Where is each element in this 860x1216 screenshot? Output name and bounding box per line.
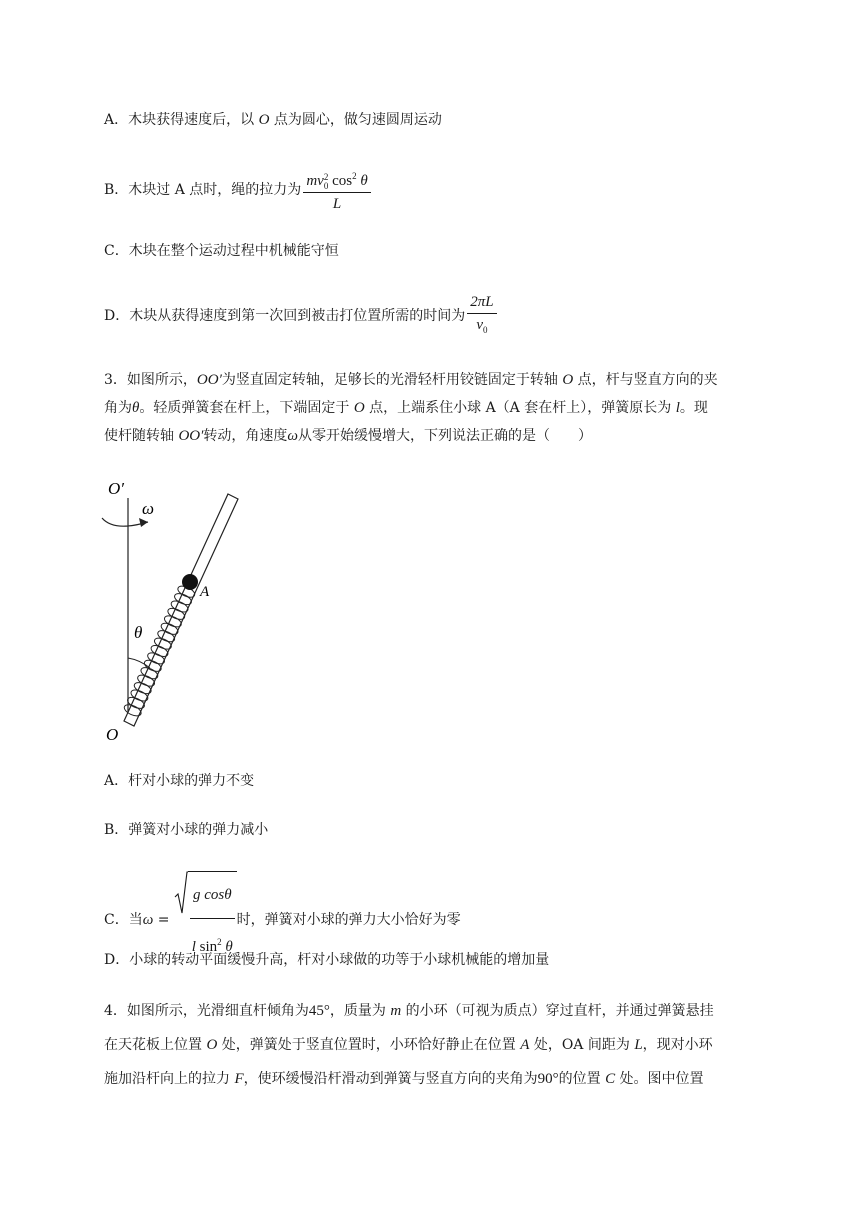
- label-theta: θ: [134, 623, 143, 642]
- option-label: D．: [104, 308, 130, 324]
- sqrt-expression: $\frac{\text{g cosθ}}{l \sin^2 \theta}$: [174, 871, 237, 969]
- q2-option-d: D．木块从获得速度到第一次回到被击打位置所需的时间为 $\frac{2\pi L}{v_0}$: [104, 292, 499, 340]
- q2-option-b: B．木块过 A 点时，绳的拉力为 mv $^{2 0}$ $\cos^2 \theta$ L: [104, 166, 373, 214]
- option-label: B．: [104, 182, 129, 198]
- radical-sign: [174, 871, 188, 915]
- arrowhead: [139, 518, 148, 527]
- option-label: D．: [104, 952, 130, 968]
- label-o-prime: O′: [108, 479, 124, 498]
- option-label: B．: [104, 822, 129, 838]
- question-number: 3．: [104, 372, 127, 388]
- label-omega: ω: [142, 499, 155, 518]
- q2-option-c: C．木块在整个运动过程中机械能守恒: [104, 243, 339, 259]
- label-o: O: [106, 725, 119, 744]
- q3-rotating-rod-figure: [96, 474, 256, 746]
- q3-option-d: D．小球的转动平面缓慢升高，杆对小球做的功等于小球机械能的增加量: [104, 952, 550, 968]
- ball-a: [182, 574, 198, 590]
- q3-option-a: A．杆对小球的弹力不变: [104, 773, 255, 789]
- label-a: A: [200, 584, 210, 600]
- q2-option-a: A．木块获得速度后，以 O 点为圆心，做匀速圆周运动: [104, 112, 442, 128]
- q4-stem: 4．如图所示，光滑细直杆倾角为45°，质量为 m 的小环（可视为质点）穿过直杆，并通过弹簧悬挂 在天花板上位置 O 处，弹簧处于竖直位置时，小环恰好静止在位置 A 处，OA 间距为 L，现对小环 施加沿杆向上的拉力 F，使环缓慢沿杆滑动到弹簧与竖直方向的夹角为90°的位置 C 处。图中位置: [104, 1003, 714, 1087]
- q3-stem: 3．如图所示，OO′为竖直固定转轴，足够长的光滑轻杆用铰链固定于转轴 O 点，杆与竖直方向的夹 角为θ。轻质弹簧套在杆上，下端固定于 O 点，上端系住小球 A（A 套在杆上），弹簧原长为 l。现 使杆随转轴 OO′转动，角速度ω从零开始缓慢增大，下列说法正确的是（ ）: [104, 372, 718, 444]
- option-label: C．: [104, 243, 129, 259]
- tension-fraction: mv $^{2 0}$ $\cos^2 \theta$ L: [303, 166, 370, 214]
- option-label: C．: [104, 912, 129, 928]
- option-label: A．: [104, 112, 129, 128]
- q3-option-b: B．弹簧对小球的弹力减小: [104, 822, 269, 838]
- question-number: 4．: [104, 1003, 127, 1019]
- option-label: A．: [104, 773, 129, 789]
- q3-option-c: C．当ω = $\frac{\text{g cosθ}}{l \sin^2 \theta}$ 时，弹簧对小球的弹力大小恰好为零: [104, 871, 461, 969]
- time-fraction: $\frac{2\pi L}{v_0}$: [467, 292, 496, 340]
